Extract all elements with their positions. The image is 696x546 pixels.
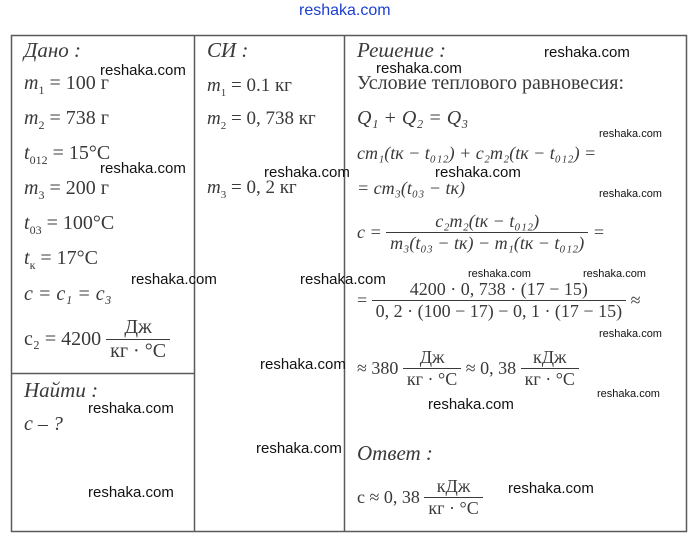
equation-heat-balance: Q₁ + Q₂ = Q₃ bbox=[357, 107, 469, 129]
watermark: reshaka.com bbox=[544, 44, 630, 61]
find-header: Найти : bbox=[24, 378, 99, 402]
site-watermark-top[interactable]: reshaka.com bbox=[299, 2, 391, 19]
solution-header: Решение : bbox=[357, 38, 447, 62]
equation-c-formula: c = c₂m₂(tк − t₀₁₂) m₃(t₀₃ − tк) − m₁(tк − t₀₁₂) = bbox=[357, 211, 605, 253]
watermark: reshaka.com bbox=[88, 400, 174, 417]
equilibrium-condition: Условие теплового равновесия: bbox=[357, 72, 625, 94]
given-c-equality: c = c₁ = c₃ bbox=[24, 283, 112, 305]
watermark: reshaka.com bbox=[100, 160, 186, 177]
watermark: reshaka.com bbox=[468, 268, 531, 280]
given-m1: $m_1 = 100$ г bbox=[24, 72, 109, 97]
equation-expanded-rhs: = cm₃(t₀₃ − tк) bbox=[357, 178, 465, 198]
result-unit-kj: кДж кг · °С bbox=[521, 347, 579, 390]
watermark: reshaka.com bbox=[435, 164, 521, 181]
watermark: reshaka.com bbox=[256, 440, 342, 457]
given-t012: $t_{012} = 15^\circ C$ bbox=[24, 142, 111, 167]
given-c2-lhs: c₂ = 4200 bbox=[24, 328, 102, 350]
watermark: reshaka.com bbox=[300, 271, 386, 288]
answer-unit: кДж кг · °С bbox=[424, 476, 482, 519]
numeric-fraction: $\frac{4200 \cdot 0, 738 \cdot (17 - 15)}{0, 2 \cdot (100 - 17) - 0, 1 \cdot (17 - 15)}$ bbox=[372, 279, 626, 322]
watermark: reshaka.com bbox=[376, 60, 462, 77]
watermark: reshaka.com bbox=[100, 62, 186, 79]
watermark: reshaka.com bbox=[597, 388, 660, 400]
c-formula-fraction: c₂m₂(tк − t₀₁₂) m₃(t₀₃ − tк) − m₁(tк − t₀₁₂) bbox=[386, 211, 588, 254]
given-m3: $m_3 = 200$ г bbox=[24, 177, 109, 202]
watermark: reshaka.com bbox=[260, 356, 346, 373]
watermark: reshaka.com bbox=[599, 128, 662, 140]
watermark: reshaka.com bbox=[131, 271, 217, 288]
watermark: reshaka.com bbox=[264, 164, 350, 181]
given-header: Дано : bbox=[24, 38, 82, 62]
si-m2: $m_2 = 0$, 738 кг bbox=[207, 108, 316, 132]
given-c2 bbox=[24, 316, 170, 363]
si-m3: $m_3 = 0$, 2 кг bbox=[207, 177, 297, 201]
answer-header: Ответ : bbox=[357, 441, 433, 465]
result-unit-j: Дж кг · °С bbox=[403, 347, 461, 390]
si-m1: $m_1 = 0.1$ кг bbox=[207, 75, 292, 99]
equation-expanded: cm₁(tк − t₀₁₂) + c₂m₂(tк − t₀₁₂) = bbox=[357, 143, 597, 163]
answer-value: c ≈ 0, 38 кДж кг · °С bbox=[357, 476, 483, 519]
watermark: reshaka.com bbox=[599, 188, 662, 200]
equation-result: ≈ 380 Дж кг · °С ≈ 0, 38 кДж кг · °С bbox=[357, 347, 579, 390]
given-m2: $m_2 = 738$ г bbox=[24, 107, 109, 132]
watermark: reshaka.com bbox=[88, 484, 174, 501]
equation-numeric: = $\frac{4200 \cdot 0, 738 \cdot (17 - 15)}{0, 2 \cdot (100 - 17) - 0, 1 \cdot (17 - 15)}$ ≈ bbox=[357, 279, 641, 321]
watermark: reshaka.com bbox=[583, 268, 646, 280]
watermark: reshaka.com bbox=[428, 396, 514, 413]
given-t03: $t_{03} = 100^\circ C$ bbox=[24, 212, 115, 237]
si-header: СИ : bbox=[207, 38, 249, 62]
given-tk: $t_к = 17^\circ C$ bbox=[24, 247, 99, 272]
watermark: reshaka.com bbox=[508, 480, 594, 497]
given-c2-unit: Дж кг · °С bbox=[106, 316, 170, 363]
find-value: c – ? bbox=[24, 413, 63, 435]
watermark: reshaka.com bbox=[599, 328, 662, 340]
